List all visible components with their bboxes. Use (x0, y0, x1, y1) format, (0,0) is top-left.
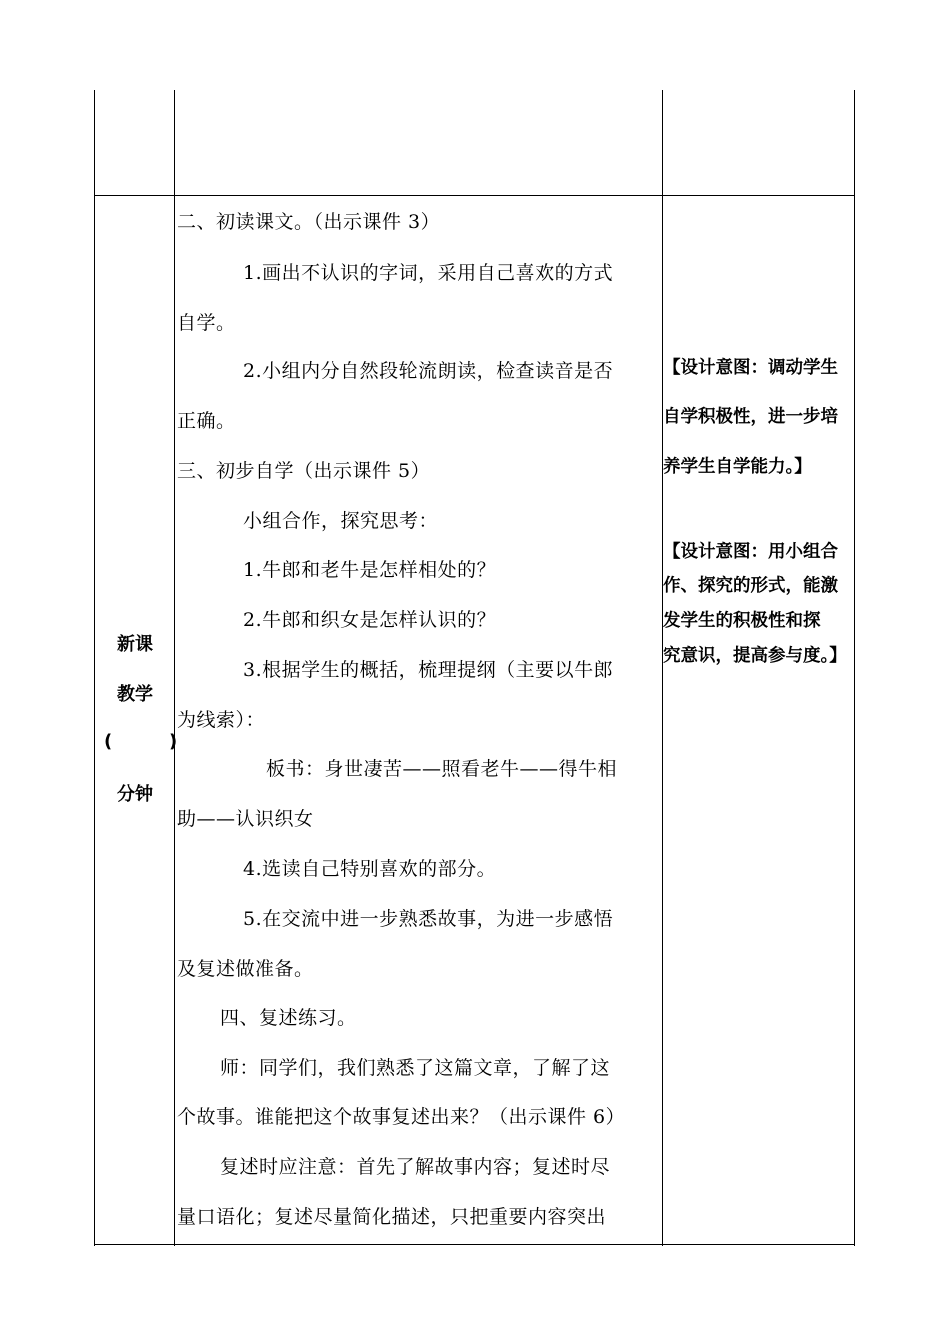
section-label-line1: 新课 (117, 634, 153, 655)
content-line: 3.根据学生的概括，梳理提纲（主要以牛郎 (243, 659, 614, 681)
section-label-line2: 教学 (117, 684, 153, 705)
table-divider-2 (662, 90, 663, 1246)
section-label-line3: 分钟 (117, 784, 153, 805)
note-line: 养学生自学能力。】 (663, 457, 812, 477)
content-line: 及复述做准备。 (177, 958, 314, 980)
table-border-right (854, 90, 855, 1246)
note-line: 自学积极性，进一步培 (663, 407, 838, 427)
row-divider (94, 195, 855, 196)
content-line: 小组合作，探究思考： (243, 510, 439, 532)
content-line: 5.在交流中进一步熟悉故事，为进一步感悟 (243, 908, 614, 930)
note-line: 发学生的积极性和探 (663, 611, 821, 631)
content-line: 四、复述练习。 (220, 1007, 357, 1029)
content-line: 复述时应注意：首先了解故事内容；复述时尽 (220, 1156, 611, 1178)
section-label-paren-close: ) (169, 731, 178, 752)
note-line: 作、探究的形式，能激 (663, 576, 838, 596)
content-line: 为线索）： (177, 709, 266, 731)
content-line: 量口语化；复述尽量简化描述，只把重要内容突出 (177, 1206, 607, 1228)
content-line: 个故事。谁能把这个故事复述出来？（出示课件 6） (177, 1106, 626, 1128)
content-line: 自学。 (177, 312, 236, 334)
content-line: 2.小组内分自然段轮流朗读，检查读音是否 (243, 360, 614, 382)
content-line: 二、初读课文。（出示课件 3） (177, 211, 441, 233)
table-border-bottom (94, 1244, 855, 1245)
note-line: 【设计意图：调动学生 (663, 358, 838, 378)
table-divider-1 (174, 90, 175, 1246)
content-line: 师：同学们，我们熟悉了这篇文章，了解了这 (220, 1057, 611, 1079)
content-line: 板书：身世凄苦——照看老牛——得牛相 (266, 758, 618, 780)
content-line: 助——认识织女 (177, 808, 314, 830)
section-label-paren-open: ( (104, 731, 113, 752)
note-line: 究意识，提高参与度。】 (663, 646, 847, 666)
content-line: 正确。 (177, 410, 236, 432)
content-line: 三、初步自学（出示课件 5） (177, 460, 431, 482)
content-line: 1.牛郎和老牛是怎样相处的？ (243, 559, 497, 581)
table-border-left (94, 90, 95, 1246)
content-line: 2.牛郎和织女是怎样认识的？ (243, 609, 497, 631)
note-line: 【设计意图：用小组合 (663, 542, 838, 562)
content-line: 4.选读自己特别喜欢的部分。 (243, 858, 497, 880)
content-line: 1.画出不认识的字词，采用自己喜欢的方式 (243, 262, 614, 284)
